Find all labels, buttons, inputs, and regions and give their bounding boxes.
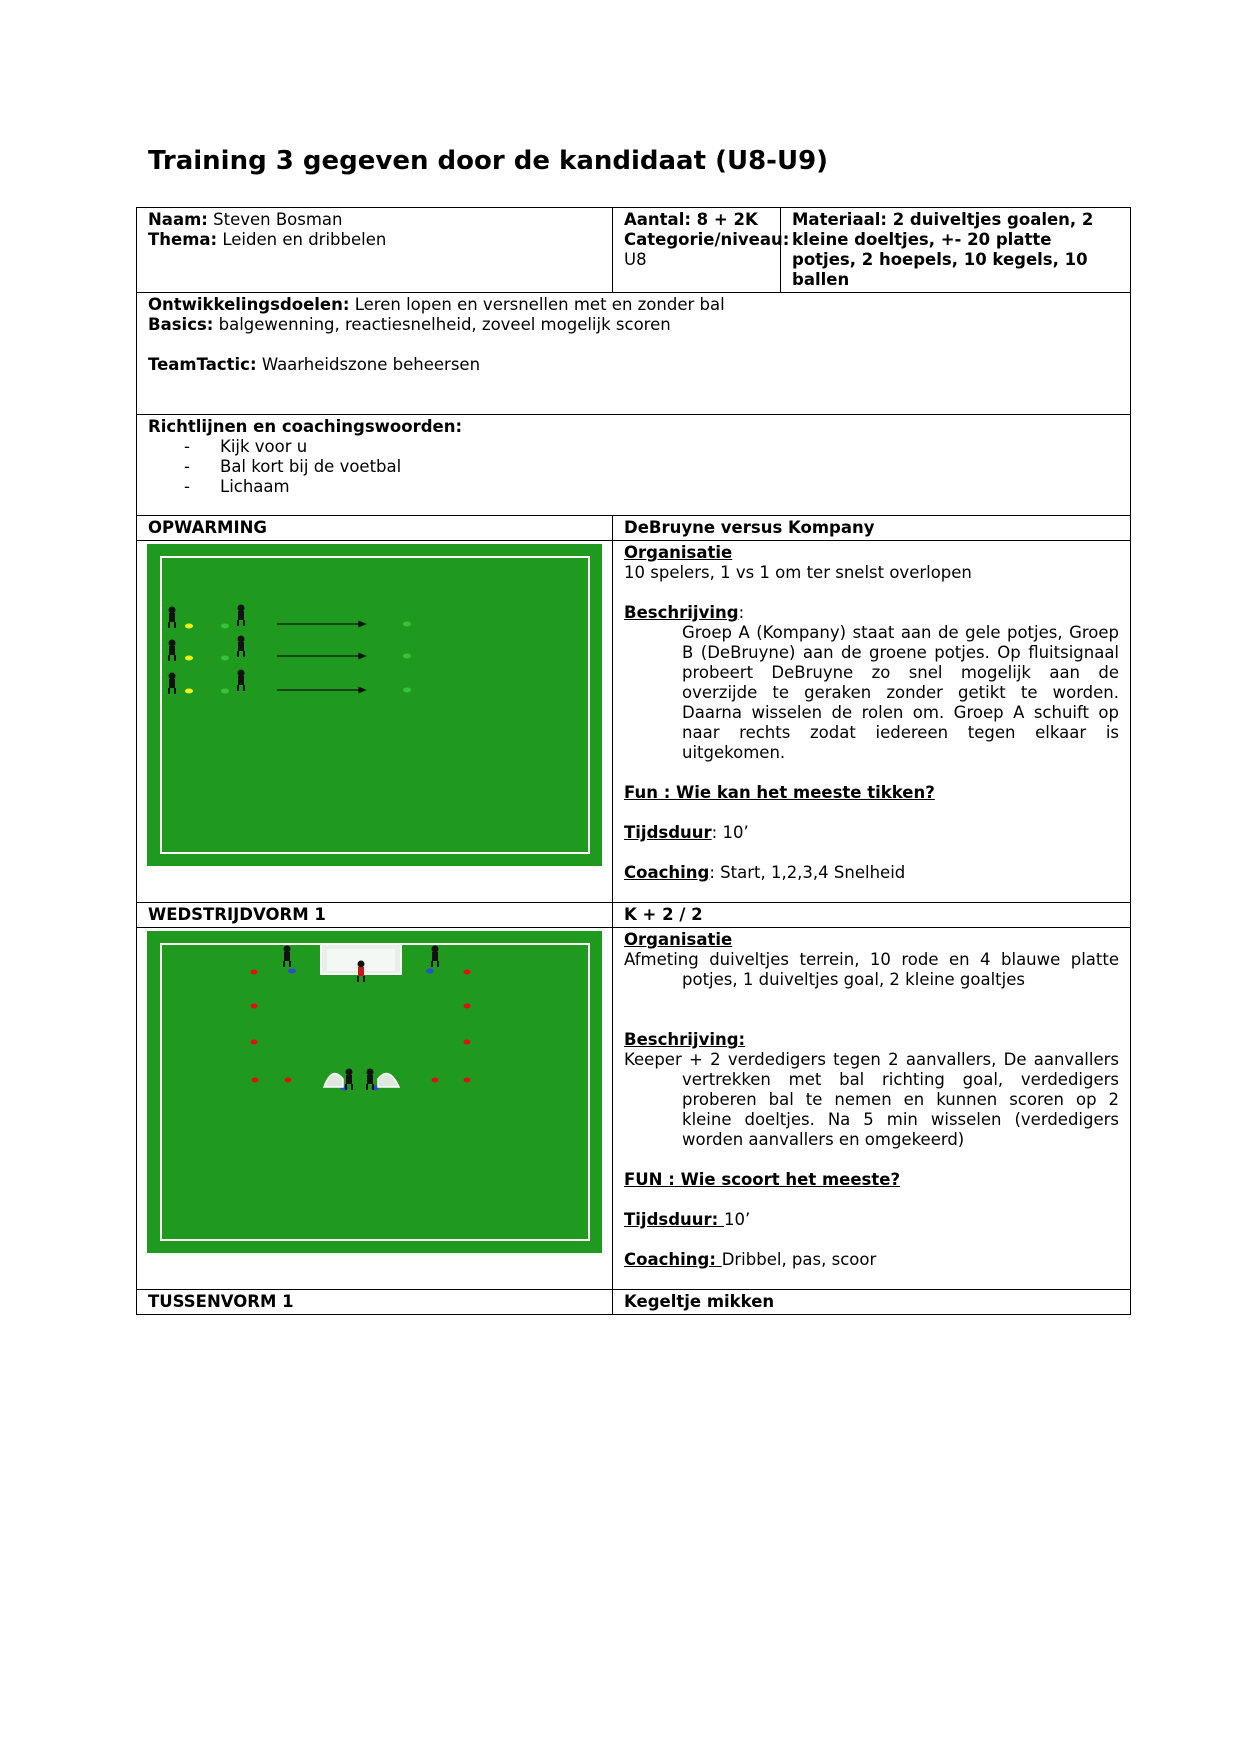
wedstrijd-exercise-name: K + 2 / 2 [613, 903, 1131, 928]
red-cone [464, 1078, 471, 1083]
green-cone [403, 622, 411, 627]
richtlijnen-cell [137, 415, 1131, 516]
wedstrijd-coach-value: Dribbel, pas, scoor [721, 1250, 877, 1269]
wedstrijd-coach-label: Coaching: [624, 1250, 722, 1269]
wedstrijd-org-label: Organisatie [624, 930, 733, 949]
opwarming-besch-label: Beschrijving [624, 603, 739, 622]
wedstrijd-pitch-cell [137, 928, 613, 1290]
wedstrijd-besch-label: Beschrijving: [624, 1030, 746, 1049]
richtlijnen-list [148, 437, 1119, 497]
header-row [137, 208, 1131, 293]
red-cone [251, 970, 258, 975]
green-cone [403, 654, 411, 659]
wedstrijd-section-title: WEDSTRIJDVORM 1 [137, 903, 613, 928]
red-cone [464, 970, 471, 975]
aantal-cell [613, 208, 790, 293]
materiaal-cell [781, 208, 1131, 293]
list-item: - Lichaam [148, 477, 1119, 497]
basics-value: balgewenning, reactiesnelheid, zoveel mogelijk scoren [218, 315, 671, 334]
thema-value: Leiden en dribbelen [222, 230, 387, 249]
red-cone [251, 1040, 258, 1045]
wedstrijd-body-row [137, 928, 1131, 1290]
naam-label: Naam: [148, 210, 208, 229]
red-cone [464, 1040, 471, 1045]
wedstrijd-fun: FUN : Wie scoort het meeste? [624, 1170, 901, 1189]
opwarming-body-row [137, 541, 1131, 903]
categorie-value: U8 [624, 250, 647, 269]
opwarming-coach-value: : Start, 1,2,3,4 Snelheid [709, 863, 906, 882]
aantal: Aantal: 8 + 2K [624, 210, 758, 229]
red-cone [464, 1004, 471, 1009]
page-title: Training 3 gegeven door de kandidaat (U8-U9) [148, 146, 829, 176]
basics-label: Basics: [148, 315, 214, 334]
thema-label: Thema: [148, 230, 218, 249]
tussenvorm-exercise-name: Kegeltje mikken [613, 1290, 1131, 1315]
pitch-grass [147, 544, 602, 866]
ontw-label: Ontwikkelingsdoelen: [148, 295, 350, 314]
wedstrijd-org-text: Afmeting duiveltjes terrein, 10 rode en 4 blauwe platte potjes, 1 duiveltjes goal, 2 kleine goaltjes [624, 950, 1120, 989]
opwarming-text-cell [613, 541, 1131, 903]
blue-cone [426, 969, 434, 974]
wedstrijd-tijd-label: Tijdsduur: [624, 1210, 724, 1229]
opwarming-org-text: 10 spelers, 1 vs 1 om ter snelst overlopen [624, 563, 972, 582]
ontw-value: Leren lopen en versnellen met en zonder bal [354, 295, 725, 314]
opwarming-header-row [137, 516, 1131, 541]
wedstrijd-besch-text: Keeper + 2 verdedigers tegen 2 aanvallers, De aanvallers vertrekken met bal richting goal, verdedigers proberen bal te nemen en kunnen scoren op 2 kleine doeltjes. Na 5 min wisselen (verdedigers worden aanvallers en omgekeerd) [624, 1050, 1120, 1149]
naam-thema-cell [137, 208, 613, 293]
yellow-cone [185, 689, 193, 694]
opwarming-pitch-cell [137, 541, 613, 903]
opwarming-tijd-label: Tijdsduur [624, 823, 712, 842]
richtlijnen-row [137, 415, 1131, 516]
doelen-cell [137, 293, 1131, 415]
opwarming-org-label: Organisatie [624, 543, 733, 562]
pitch-grass [147, 931, 602, 1253]
yellow-cone [185, 624, 193, 629]
green-cone [221, 624, 229, 629]
materiaal: Materiaal: 2 duiveltjes goalen, 2 kleine doeltjes, +- 20 platte potjes, 2 hoepels, 10 kegels, 10 ballen [792, 210, 1094, 289]
blue-cone [288, 969, 296, 974]
wedstrijd-pitch-diagram [137, 929, 613, 1254]
red-cone [285, 1078, 292, 1083]
yellow-cone [185, 656, 193, 661]
opwarming-section-title: OPWARMING [137, 516, 613, 541]
list-item: - Bal kort bij de voetbal [148, 457, 1119, 477]
tussenvorm-header-row [137, 1290, 1131, 1315]
richtlijnen-label: Richtlijnen en coachingswoorden: [148, 417, 463, 436]
opwarming-besch-text: Groep A (Kompany) staat aan de gele potjes, Groep B (DeBruyne) aan de groene potjes. Op fluitsignaal probeert DeBruyne zo snel mogelijk aan de overzijde te geraken zonder getikt te worden. Daarna wisselen de rolen om. Groep A schuift op naar rechts zodat iedereen tegen elkaar is uitgekomen. [682, 623, 1120, 762]
opwarming-pitch-diagram [137, 542, 613, 867]
wedstrijd-text-cell [613, 928, 1131, 1290]
opwarming-tijd-value: : 10’ [711, 823, 749, 842]
list-item: - Kijk voor u [148, 437, 1119, 457]
red-cone [252, 1078, 259, 1083]
naam-value: Steven Bosman [213, 210, 343, 229]
opwarming-besch-colon: : [738, 603, 745, 622]
wedstrijd-header-row [137, 903, 1131, 928]
tussenvorm-section-title: TUSSENVORM 1 [137, 1290, 613, 1315]
doelen-row [137, 293, 1131, 415]
green-cone [221, 689, 229, 694]
red-cone [432, 1078, 439, 1083]
opwarming-fun: Fun : Wie kan het meeste tikken? [624, 783, 935, 802]
training-table [136, 207, 1131, 1315]
green-cone [221, 656, 229, 661]
teamtactic-value: Waarheidszone beheersen [261, 355, 481, 374]
teamtactic-label: TeamTactic: [148, 355, 257, 374]
red-cone [251, 1004, 258, 1009]
opwarming-coach-label: Coaching [624, 863, 710, 882]
wedstrijd-tijd-value: 10’ [724, 1210, 751, 1229]
green-cone [403, 688, 411, 693]
opwarming-exercise-name: DeBruyne versus Kompany [613, 516, 1131, 541]
categorie-label: Categorie/niveau: [624, 230, 790, 249]
